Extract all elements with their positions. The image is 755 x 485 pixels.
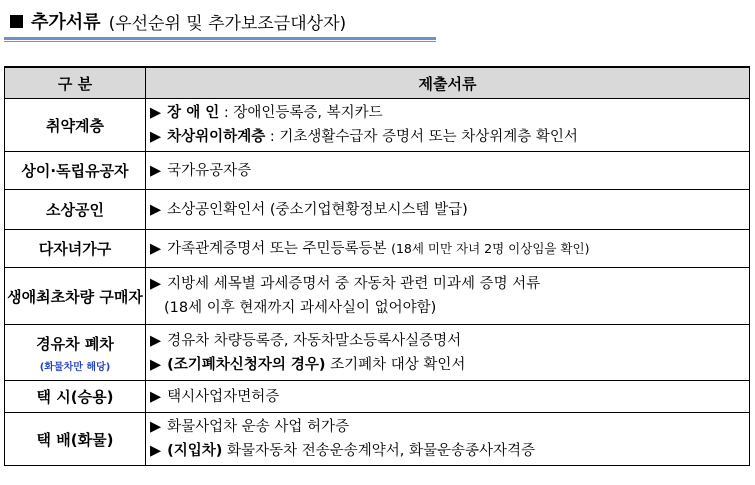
document-line: [150, 237, 749, 261]
document-line-text: 가족관계증명서 또는 주민등록등본: [167, 240, 392, 257]
triangle-bullet-icon: ▶: [150, 356, 162, 373]
table-row: [5, 268, 750, 325]
triangle-bullet-icon: ▶: [150, 162, 162, 179]
document-line-text: 국가유공자증: [167, 162, 252, 179]
row-documents: [146, 268, 750, 325]
document-line: [150, 439, 749, 463]
category-label: 다자녀가구: [38, 240, 112, 258]
heading-title: 추가서류: [31, 12, 101, 33]
row-documents: [146, 230, 750, 268]
document-line-text: : 장애인등록증, 복지카드: [219, 105, 383, 121]
triangle-bullet-icon: ▶: [150, 201, 162, 218]
document-line-bold: (조기폐차신청자의 경우): [167, 356, 326, 373]
documents-table: [4, 66, 750, 466]
document-line: [150, 353, 749, 377]
triangle-bullet-icon: ▶: [150, 105, 162, 121]
row-category: [5, 152, 146, 190]
table-row: [5, 325, 750, 381]
document-line: [150, 415, 749, 439]
document-line: [150, 329, 749, 353]
table-row: [5, 381, 750, 413]
document-line-text: 화물사업차 운송 사업 허가증: [167, 419, 350, 435]
category-label: 취약계층: [46, 116, 104, 135]
document-line: [150, 101, 749, 125]
header-documents: 제출서류: [146, 67, 750, 99]
document-line-text: 소상공인확인서 (중소기업현황정보시스템 발급): [167, 201, 468, 218]
section-heading: [6, 6, 346, 36]
row-documents: [146, 152, 750, 190]
document-line-bold: (지입차): [167, 443, 223, 459]
category-label: 택 배(화물): [36, 430, 114, 449]
category-note: (화물차만 해당): [39, 361, 111, 373]
triangle-bullet-icon: ▶: [150, 240, 162, 257]
table-row: [5, 413, 750, 466]
row-category: [5, 230, 146, 268]
header-category: 구 분: [5, 67, 146, 99]
document-line-text: : 기초생활수급자 증명서 또는 차상위계층 확인서: [265, 129, 578, 145]
category-label: 경유차 폐차: [36, 334, 114, 353]
table-row: [5, 152, 750, 190]
row-documents: [146, 190, 750, 230]
row-category: [5, 413, 146, 466]
triangle-bullet-icon: ▶: [150, 388, 162, 405]
document-line: [150, 159, 749, 183]
row-documents: [146, 413, 750, 466]
row-category: [5, 268, 146, 325]
document-line: [150, 272, 749, 296]
table-row: [5, 99, 750, 152]
category-label: 택 시(승용): [36, 388, 114, 406]
document-line-bold: 차상위이하계층: [167, 129, 266, 145]
heading-subtitle: (우선순위 및 추가보조금대상자): [108, 13, 347, 34]
heading-underline-thin: [4, 41, 436, 42]
triangle-bullet-icon: ▶: [150, 276, 162, 292]
category-label: 생애최초차량 구매자: [7, 287, 143, 306]
document-line: [150, 385, 749, 409]
document-line-text: (18세 이후 현재까지 과세사실이 없어야함): [164, 300, 437, 316]
document-line-text: 택시사업자면허증: [167, 388, 280, 405]
row-documents: [146, 99, 750, 152]
document-line-text: 화물자동차 전송운송계약서, 화물운송종사자격증: [222, 443, 536, 459]
triangle-bullet-icon: ▶: [150, 443, 162, 459]
row-category: [5, 381, 146, 413]
row-category: [5, 190, 146, 230]
triangle-bullet-icon: ▶: [150, 129, 162, 145]
heading-underline: [4, 37, 436, 40]
category-label: 상이·독립유공자: [21, 162, 129, 180]
row-documents: [146, 381, 750, 413]
row-category: [5, 325, 146, 381]
row-category: [5, 99, 146, 152]
document-line-text: 조기폐차 대상 확인서: [325, 356, 466, 373]
document-line-note: (18세 미만 자녀 2명 이상임을 확인): [391, 240, 590, 256]
triangle-bullet-icon: ▶: [150, 332, 162, 349]
document-line: [150, 296, 749, 320]
document-line-text: 경유차 차량등록증, 자동차말소등록사실증명서: [167, 332, 462, 349]
table-row: [5, 230, 750, 268]
table-row: [5, 190, 750, 230]
triangle-bullet-icon: ▶: [150, 419, 162, 435]
document-line: [150, 125, 749, 149]
square-bullet-icon: [10, 15, 23, 28]
table-header-row: [5, 67, 750, 99]
document-line-bold: 장 애 인: [167, 105, 220, 121]
category-label: 소상공인: [46, 201, 104, 219]
document-line: [150, 198, 749, 222]
document-line-text: 지방세 세목별 과세증명서 중 자동차 관련 미과세 증명 서류: [167, 276, 541, 292]
row-documents: [146, 325, 750, 381]
